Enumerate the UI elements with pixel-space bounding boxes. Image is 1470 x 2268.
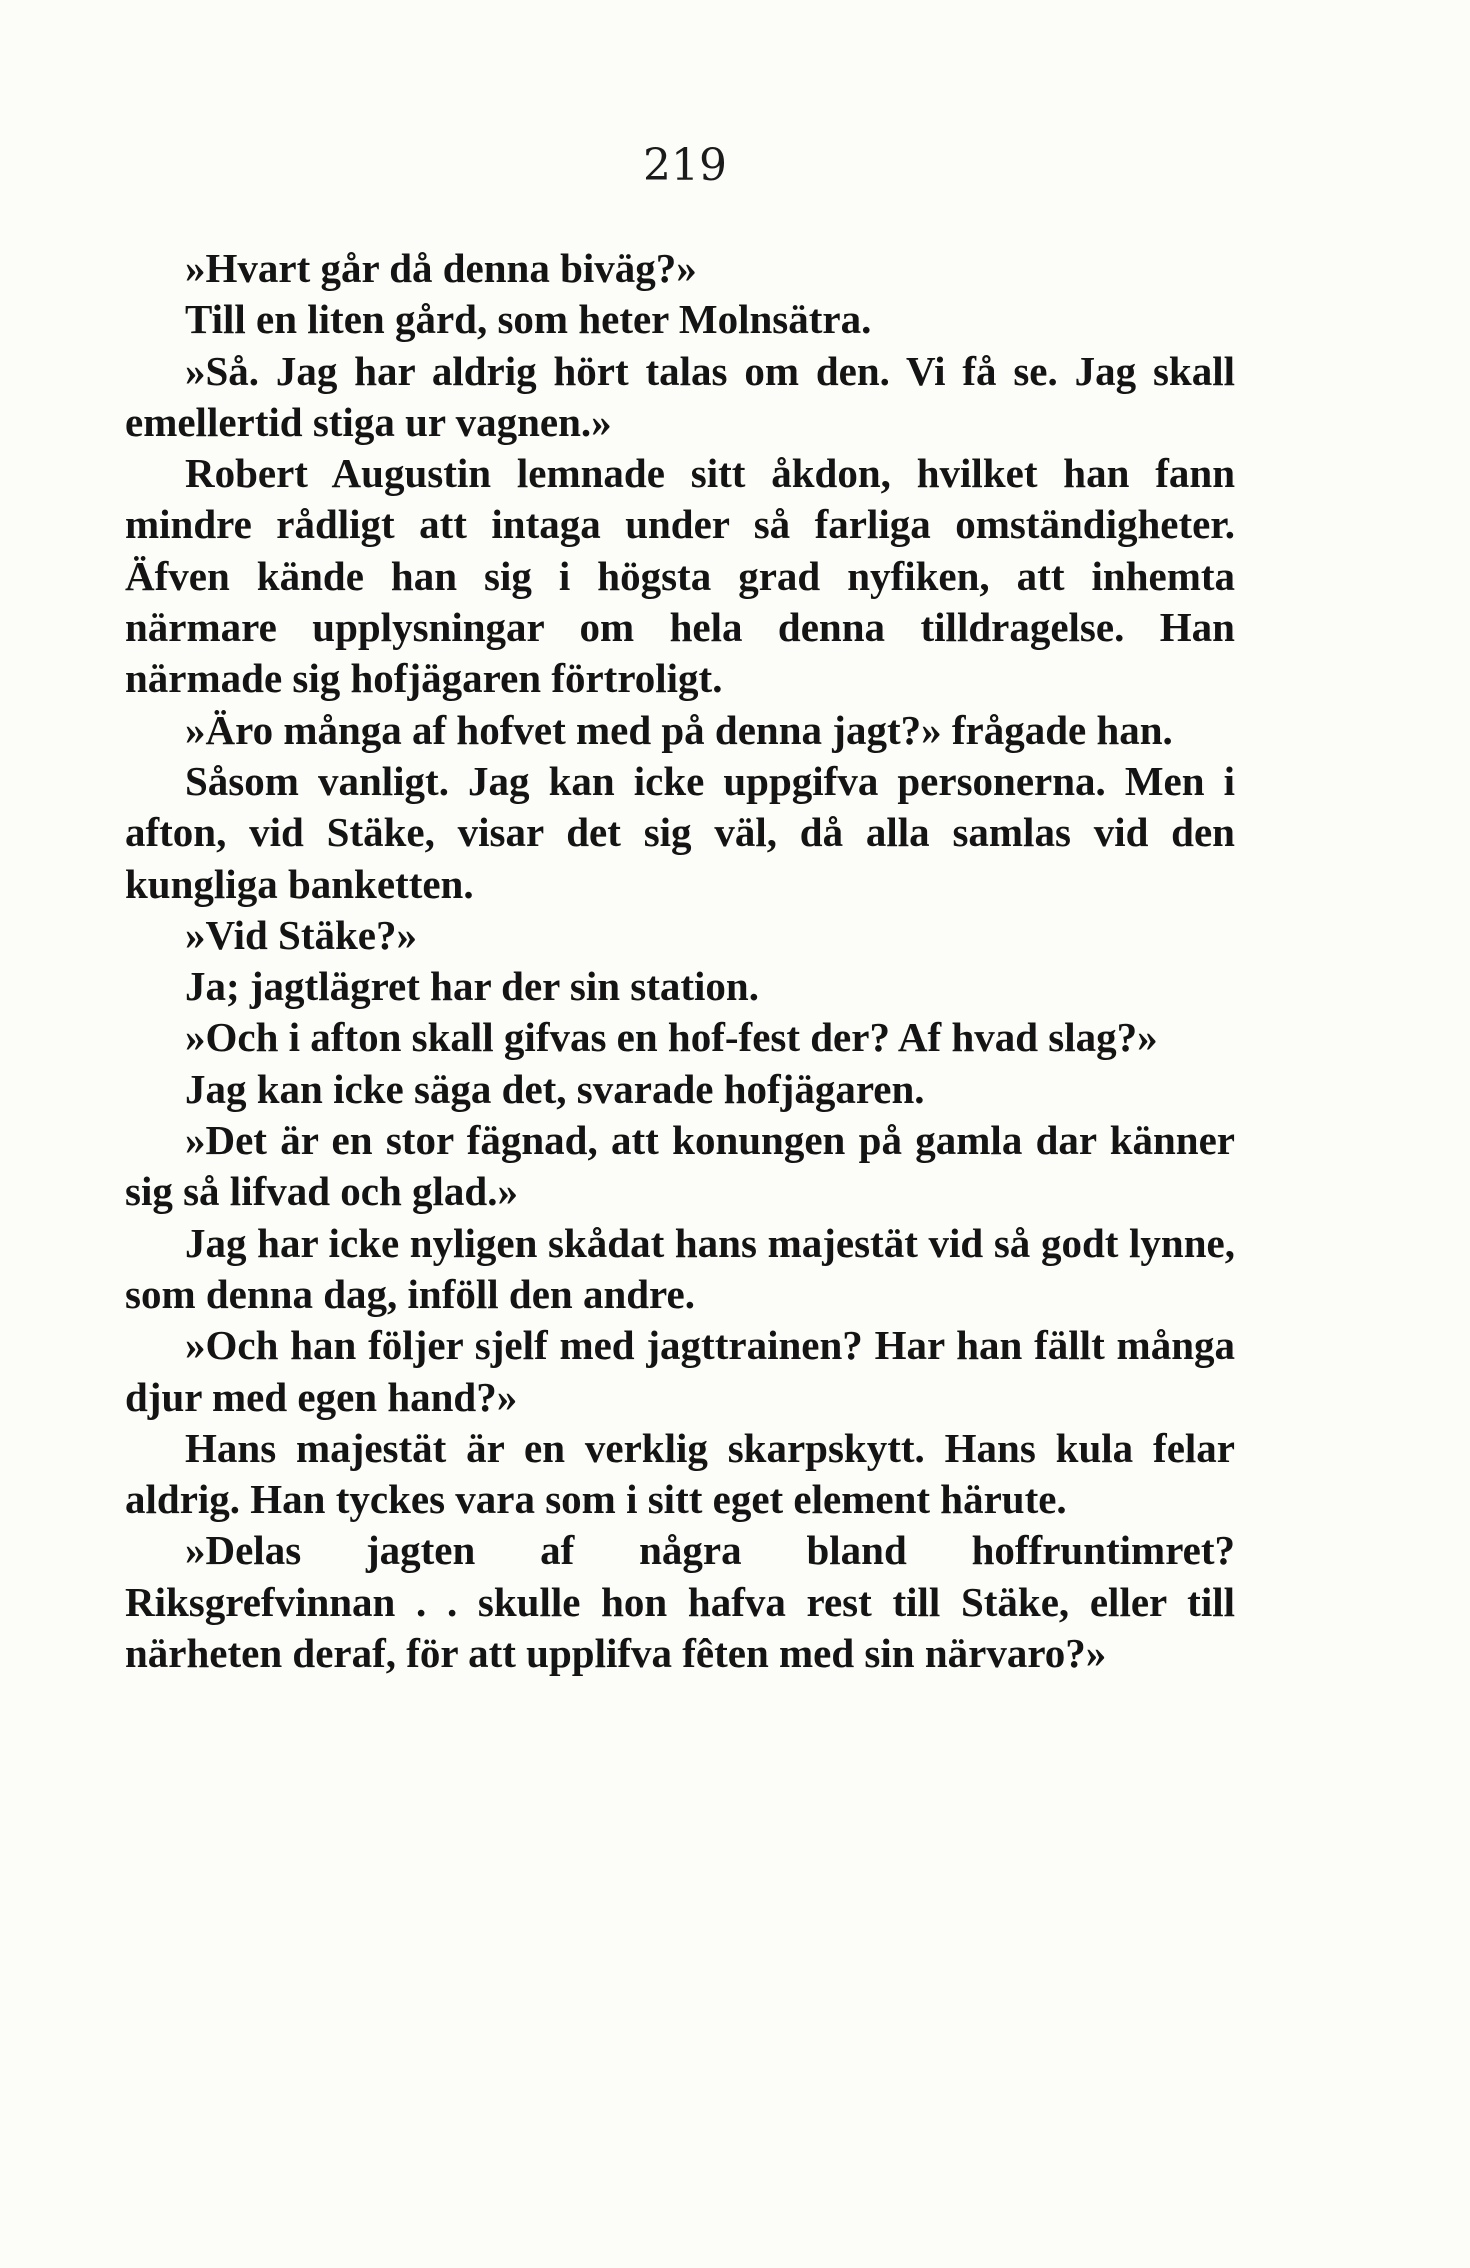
paragraph: »Vid Stäke?» [185,911,417,958]
paragraph: »Äro många af hofvet med på denna jagt?» frågade han. [185,706,1173,753]
paragraph: Hans majestät är en verklig skarpskytt. Hans kula felar aldrig. Han tyckes vara som i sitt eget element härute. [125,1424,1235,1523]
paragraph: »Delas jagten af några bland hoffruntimret? Riksgrefvinnan . . skulle hon hafva rest till Stäke, eller till närheten deraf, för att upplifva fêten med sin närvaro?» [125,1527,1235,1677]
paragraph: Robert Augustin lemnade sitt åkdon, hvilket han fann mindre rådligt att intaga under så farliga omständigheter. Äfven kände han sig i högsta grad nyfiken, att inhemta närmare upplysningar om hela denna tilldragelse. Han närmade sig hofjägaren förtroligt. [125,450,1235,702]
paragraph: Såsom vanligt. Jag kan icke uppgifva personerna. Men i afton, vid Stäke, visar det sig väl, då alla samlas vid den kungliga banketten. [125,757,1235,907]
paragraph: »Så. Jag har aldrig hört talas om den. Vi få se. Jag skall emellertid stiga ur vagnen.» [125,347,1235,445]
paragraph: Jag kan icke säga det, svarade hofjägaren. [185,1065,925,1112]
paragraph: »Det är en stor fägnad, att konungen på gamla dar känner sig så lifvad och glad.» [125,1117,1235,1215]
body-text [125,243,1235,1679]
paragraph: Ja; jagtlägret har der sin station. [185,963,759,1010]
paragraph: »Och i afton skall gifvas en hof-fest der? Af hvad slag?» [185,1014,1158,1061]
paragraph: Till en liten gård, som heter Molnsätra. [185,296,872,343]
paragraph: »Och han följer sjelf med jagttrainen? Har han fällt många djur med egen hand?» [125,1322,1235,1420]
paragraph: Jag har icke nyligen skådat hans majestät vid så godt lynne, som denna dag, inföll den andre. [125,1219,1235,1317]
paragraph: »Hvart går då denna biväg?» [185,245,697,291]
page-number: 219 [643,140,727,191]
